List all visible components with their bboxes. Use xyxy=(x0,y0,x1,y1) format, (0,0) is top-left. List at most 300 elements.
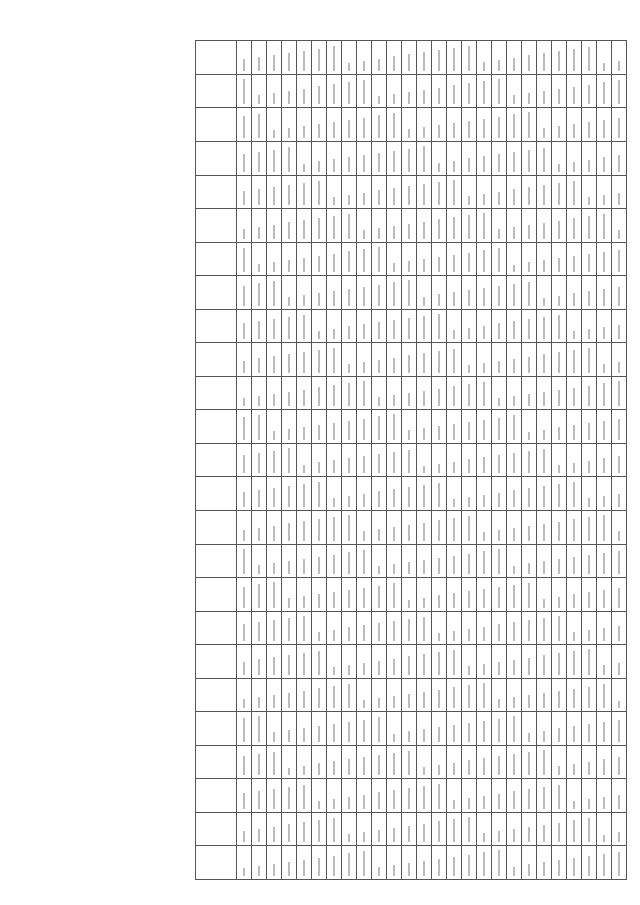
illegible-text-mark xyxy=(603,195,605,205)
table-cell xyxy=(492,745,507,779)
illegible-text-mark xyxy=(378,529,380,541)
table-cell xyxy=(327,779,342,813)
illegible-text-mark xyxy=(243,248,245,272)
illegible-text-mark xyxy=(438,257,440,272)
illegible-text-mark xyxy=(378,190,380,205)
illegible-text-mark xyxy=(258,189,260,205)
illegible-text-mark xyxy=(333,592,335,608)
table-cell xyxy=(342,578,357,612)
table-cell xyxy=(282,544,297,578)
illegible-text-mark xyxy=(453,763,455,776)
table-cell xyxy=(507,276,522,310)
table-cell xyxy=(612,443,627,477)
table-cell xyxy=(477,108,492,142)
illegible-text-mark xyxy=(423,184,425,205)
table-cell xyxy=(252,578,267,612)
illegible-text-mark xyxy=(318,763,320,775)
table-cell xyxy=(387,242,402,276)
table-cell xyxy=(387,141,402,175)
table-cell xyxy=(357,108,372,142)
table-cell xyxy=(342,812,357,846)
table-cell xyxy=(417,678,432,712)
illegible-text-mark xyxy=(363,720,365,742)
table-cell xyxy=(267,309,282,343)
table-cell xyxy=(537,141,552,175)
illegible-text-mark xyxy=(408,92,410,105)
illegible-text-mark xyxy=(393,188,395,205)
illegible-text-mark xyxy=(453,556,455,574)
table-cell xyxy=(492,141,507,175)
illegible-text-mark xyxy=(273,356,275,372)
table-cell xyxy=(282,175,297,209)
illegible-text-mark xyxy=(603,383,605,406)
illegible-text-mark xyxy=(393,358,395,373)
illegible-text-mark xyxy=(243,361,245,373)
table-header-cell xyxy=(196,276,237,310)
table-cell xyxy=(417,276,432,310)
table-cell xyxy=(372,745,387,779)
table-cell xyxy=(417,745,432,779)
illegible-text-mark xyxy=(498,323,500,339)
illegible-text-mark xyxy=(258,754,260,776)
illegible-text-mark xyxy=(498,418,500,440)
illegible-text-mark xyxy=(363,324,365,339)
illegible-text-mark xyxy=(543,787,545,809)
illegible-text-mark xyxy=(378,96,380,104)
illegible-text-mark xyxy=(603,684,605,708)
table-cell xyxy=(402,209,417,243)
illegible-text-mark xyxy=(423,127,425,138)
table-cell xyxy=(312,846,327,880)
table-cell xyxy=(297,510,312,544)
illegible-text-mark xyxy=(573,519,575,540)
table-cell xyxy=(342,343,357,377)
illegible-text-mark xyxy=(303,51,305,71)
illegible-text-mark xyxy=(243,154,245,172)
illegible-text-mark xyxy=(303,728,305,742)
table-header-cell xyxy=(196,779,237,813)
table-cell xyxy=(507,544,522,578)
table-cell xyxy=(552,410,567,444)
illegible-text-mark xyxy=(333,517,335,541)
illegible-text-mark xyxy=(528,583,530,608)
table-cell xyxy=(432,309,447,343)
illegible-text-mark xyxy=(528,451,530,474)
table-cell xyxy=(567,108,582,142)
illegible-text-mark xyxy=(438,520,440,540)
illegible-text-mark xyxy=(528,789,530,809)
illegible-text-mark xyxy=(618,456,620,473)
illegible-text-mark xyxy=(318,651,320,675)
table-cell xyxy=(447,611,462,645)
illegible-text-mark xyxy=(498,79,500,104)
table-cell xyxy=(297,108,312,142)
illegible-text-mark xyxy=(348,627,350,641)
table-cell xyxy=(492,41,507,75)
table-cell xyxy=(387,108,402,142)
table-cell xyxy=(462,578,477,612)
table-cell xyxy=(447,678,462,712)
illegible-text-mark xyxy=(453,161,455,172)
table-cell xyxy=(432,209,447,243)
illegible-text-mark xyxy=(333,667,335,675)
illegible-text-mark xyxy=(318,293,320,306)
table-header-cell xyxy=(196,41,237,75)
table-cell xyxy=(537,846,552,880)
table-row xyxy=(312,41,327,880)
table-cell xyxy=(492,712,507,746)
table-row xyxy=(297,41,312,880)
table-cell xyxy=(372,779,387,813)
table-cell xyxy=(357,276,372,310)
table-cell xyxy=(492,578,507,612)
table-cell xyxy=(402,175,417,209)
illegible-text-mark xyxy=(348,684,350,708)
table-cell xyxy=(432,443,447,477)
illegible-text-mark xyxy=(348,496,350,507)
table-cell xyxy=(447,343,462,377)
illegible-text-mark xyxy=(513,114,515,138)
illegible-text-mark xyxy=(483,721,485,742)
illegible-text-mark xyxy=(543,260,545,272)
illegible-text-mark xyxy=(378,698,380,708)
illegible-text-mark xyxy=(288,787,290,809)
illegible-text-mark xyxy=(438,652,440,675)
table-cell xyxy=(552,343,567,377)
table-cell xyxy=(507,846,522,880)
table-cell xyxy=(237,443,252,477)
illegible-text-mark xyxy=(243,323,245,339)
illegible-text-mark xyxy=(288,317,290,340)
table-header-cell xyxy=(196,712,237,746)
table-cell xyxy=(477,276,492,310)
illegible-text-mark xyxy=(363,531,365,540)
table-cell xyxy=(507,175,522,209)
illegible-text-mark xyxy=(588,630,590,641)
table-cell xyxy=(327,712,342,746)
table-cell xyxy=(612,578,627,612)
illegible-text-mark xyxy=(513,566,515,575)
table-cell xyxy=(537,645,552,679)
table-cell xyxy=(522,477,537,511)
illegible-text-mark xyxy=(573,463,575,474)
illegible-text-mark xyxy=(318,161,320,171)
table-cell xyxy=(372,209,387,243)
illegible-text-mark xyxy=(303,596,305,607)
table-cell xyxy=(327,309,342,343)
illegible-text-mark xyxy=(528,262,530,272)
illegible-text-mark xyxy=(273,732,275,741)
illegible-text-mark xyxy=(573,124,575,138)
table-cell xyxy=(477,544,492,578)
table-cell xyxy=(552,578,567,612)
table-cell xyxy=(402,578,417,612)
illegible-text-mark xyxy=(258,95,260,104)
table-cell xyxy=(582,41,597,75)
illegible-text-mark xyxy=(558,183,560,205)
illegible-text-mark xyxy=(393,151,395,172)
table-cell xyxy=(522,410,537,444)
table-cell xyxy=(372,712,387,746)
table-cell xyxy=(372,41,387,75)
illegible-text-mark xyxy=(513,359,515,373)
table-cell xyxy=(312,141,327,175)
illegible-text-mark xyxy=(243,229,245,239)
table-cell xyxy=(522,276,537,310)
table-cell xyxy=(237,779,252,813)
illegible-text-mark xyxy=(498,192,500,205)
illegible-text-mark xyxy=(273,187,275,205)
table-cell xyxy=(372,812,387,846)
table-cell xyxy=(552,812,567,846)
table-cell xyxy=(552,41,567,75)
table-cell xyxy=(237,74,252,108)
table-cell xyxy=(612,544,627,578)
illegible-text-mark xyxy=(528,394,530,406)
table-cell xyxy=(537,343,552,377)
illegible-text-mark xyxy=(513,528,515,541)
illegible-text-mark xyxy=(573,651,575,675)
illegible-text-mark xyxy=(318,49,320,71)
table-cell xyxy=(237,678,252,712)
table-body xyxy=(237,41,627,880)
illegible-text-mark xyxy=(408,393,410,406)
table-cell xyxy=(477,510,492,544)
illegible-text-mark xyxy=(363,61,365,71)
table-cell xyxy=(597,108,612,142)
table-cell xyxy=(387,779,402,813)
table-cell xyxy=(312,209,327,243)
illegible-text-mark xyxy=(393,283,395,306)
table-header-cell xyxy=(196,74,237,108)
table-cell xyxy=(297,376,312,410)
illegible-text-mark xyxy=(528,93,530,104)
table-header-cell xyxy=(196,678,237,712)
illegible-text-mark xyxy=(543,731,545,742)
illegible-text-mark xyxy=(528,864,530,876)
illegible-text-mark xyxy=(273,620,275,641)
table-cell xyxy=(402,544,417,578)
illegible-text-mark xyxy=(258,528,260,541)
illegible-text-mark xyxy=(618,250,620,273)
table-cell xyxy=(312,510,327,544)
table-cell xyxy=(312,812,327,846)
illegible-text-mark xyxy=(603,553,605,574)
table-row xyxy=(327,41,342,880)
illegible-text-mark xyxy=(573,858,575,876)
table-cell xyxy=(297,846,312,880)
illegible-text-mark xyxy=(423,466,425,474)
illegible-text-mark xyxy=(303,315,305,340)
table-cell xyxy=(252,74,267,108)
illegible-text-mark xyxy=(558,766,560,775)
illegible-text-mark xyxy=(513,491,515,507)
table-cell xyxy=(597,779,612,813)
table-cell xyxy=(612,779,627,813)
illegible-text-mark xyxy=(378,717,380,741)
illegible-text-mark xyxy=(573,181,575,205)
illegible-text-mark xyxy=(408,280,410,305)
table-cell xyxy=(432,578,447,612)
table-cell xyxy=(312,376,327,410)
illegible-text-mark xyxy=(303,258,305,272)
illegible-text-mark xyxy=(288,128,290,138)
table-cell xyxy=(372,510,387,544)
illegible-text-mark xyxy=(378,115,380,138)
table-cell xyxy=(552,678,567,712)
table-cell xyxy=(297,544,312,578)
table-cell xyxy=(387,74,402,108)
table-cell xyxy=(297,141,312,175)
table-row xyxy=(477,41,492,880)
illegible-text-mark xyxy=(588,818,590,842)
illegible-text-mark xyxy=(528,488,530,507)
table-row xyxy=(372,41,387,880)
table-cell xyxy=(432,477,447,511)
illegible-text-mark xyxy=(603,835,605,843)
table-cell xyxy=(297,645,312,679)
illegible-text-mark xyxy=(273,225,275,239)
illegible-text-mark xyxy=(348,157,350,171)
illegible-text-mark xyxy=(258,716,260,742)
table-cell xyxy=(612,74,627,108)
table-cell xyxy=(492,343,507,377)
illegible-text-mark xyxy=(603,722,605,742)
illegible-text-mark xyxy=(303,860,305,876)
illegible-text-mark xyxy=(348,722,350,742)
table-cell xyxy=(312,544,327,578)
table-header-cell xyxy=(196,578,237,612)
table-cell xyxy=(417,578,432,612)
table-cell xyxy=(327,74,342,108)
illegible-text-mark xyxy=(273,262,275,272)
illegible-text-mark xyxy=(408,600,410,608)
table-row xyxy=(282,41,297,880)
table-cell xyxy=(507,443,522,477)
table-cell xyxy=(372,309,387,343)
table-cell xyxy=(387,578,402,612)
table-cell xyxy=(597,745,612,779)
table-cell xyxy=(297,209,312,243)
illegible-text-mark xyxy=(348,665,350,675)
table-cell xyxy=(357,812,372,846)
illegible-text-mark xyxy=(588,724,590,742)
table-cell xyxy=(597,410,612,444)
table-row xyxy=(567,41,582,880)
illegible-text-mark xyxy=(558,126,560,138)
illegible-text-mark xyxy=(303,183,305,205)
table-cell xyxy=(387,276,402,310)
table-cell xyxy=(357,678,372,712)
illegible-text-mark xyxy=(453,631,455,641)
table-cell xyxy=(282,712,297,746)
illegible-text-mark xyxy=(453,462,455,474)
illegible-text-mark xyxy=(573,331,575,339)
table-cell xyxy=(432,242,447,276)
illegible-text-mark xyxy=(453,593,455,607)
illegible-text-mark xyxy=(453,688,455,709)
illegible-text-mark xyxy=(318,425,320,440)
table-cell xyxy=(537,578,552,612)
illegible-text-mark xyxy=(573,388,575,407)
table-cell xyxy=(492,645,507,679)
table-cell xyxy=(237,276,252,310)
table-cell xyxy=(327,611,342,645)
illegible-text-mark xyxy=(378,285,380,306)
illegible-text-mark xyxy=(288,147,290,171)
illegible-text-mark xyxy=(333,329,335,340)
illegible-text-mark xyxy=(273,789,275,809)
illegible-text-mark xyxy=(528,620,530,641)
illegible-text-mark xyxy=(603,665,605,674)
table-cell xyxy=(522,376,537,410)
table-cell xyxy=(522,510,537,544)
table-cell xyxy=(417,209,432,243)
table-cell xyxy=(492,779,507,813)
table-cell xyxy=(612,410,627,444)
table-cell xyxy=(297,41,312,75)
table-cell xyxy=(567,309,582,343)
illegible-text-mark xyxy=(333,686,335,708)
table-header-cell xyxy=(196,376,237,410)
illegible-text-mark xyxy=(513,829,515,842)
table-cell xyxy=(567,510,582,544)
table-cell xyxy=(582,309,597,343)
table-cell xyxy=(567,611,582,645)
table-cell xyxy=(567,74,582,108)
illegible-text-mark xyxy=(558,860,560,876)
table-cell xyxy=(267,846,282,880)
illegible-text-mark xyxy=(513,585,515,608)
illegible-text-mark xyxy=(273,150,275,172)
illegible-text-mark xyxy=(423,523,425,541)
table-cell xyxy=(552,376,567,410)
table-cell xyxy=(537,779,552,813)
table-cell xyxy=(477,611,492,645)
table-cell xyxy=(477,141,492,175)
illegible-text-mark xyxy=(603,289,605,305)
table-cell xyxy=(432,611,447,645)
table-cell xyxy=(372,544,387,578)
table-header-cell xyxy=(196,510,237,544)
illegible-text-mark xyxy=(243,455,245,474)
table-cell xyxy=(462,745,477,779)
illegible-text-mark xyxy=(483,288,485,306)
table-cell xyxy=(477,578,492,612)
illegible-text-mark xyxy=(558,315,560,339)
illegible-text-mark xyxy=(243,793,245,809)
table-cell xyxy=(537,74,552,108)
illegible-text-mark xyxy=(393,828,395,843)
table-cell xyxy=(492,209,507,243)
table-cell xyxy=(582,745,597,779)
table-row xyxy=(552,41,567,880)
table-cell xyxy=(552,510,567,544)
illegible-text-mark xyxy=(393,584,395,608)
illegible-text-mark xyxy=(513,95,515,104)
illegible-text-mark xyxy=(558,89,560,105)
illegible-text-mark xyxy=(603,120,605,138)
table-cell xyxy=(402,846,417,880)
table-cell xyxy=(327,443,342,477)
illegible-text-mark xyxy=(543,825,545,843)
illegible-text-mark xyxy=(408,525,410,541)
illegible-text-mark xyxy=(588,423,590,440)
illegible-text-mark xyxy=(348,853,350,876)
table-cell xyxy=(522,779,537,813)
table-cell xyxy=(567,41,582,75)
illegible-text-mark xyxy=(483,758,485,775)
